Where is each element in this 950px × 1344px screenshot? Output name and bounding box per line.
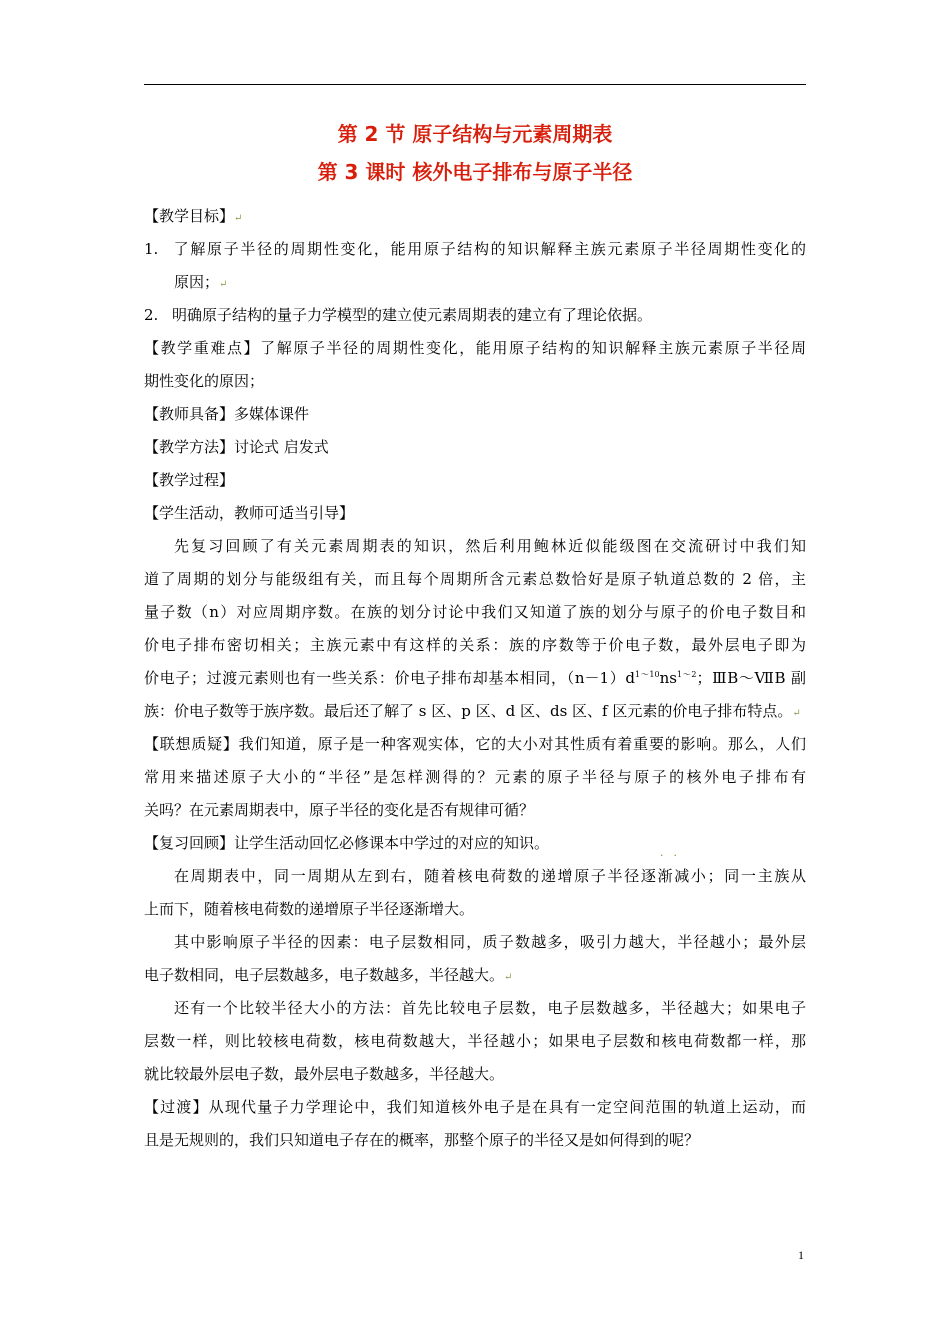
keypoints-line: 期性变化的原因；	[144, 372, 265, 390]
transition-line: 且是无规则的，我们只知道电子存在的概率，那整个原子的半径又是如何得到的呢？	[144, 1131, 700, 1149]
compare-line: 就比较最外层电子数，最外层电子数越多，半径越大。	[144, 1065, 505, 1083]
factors-line: 其中影响原子半径的因素：电子层数相同，质子数越多，吸引力越大，半径越小；最外层	[174, 933, 806, 951]
teaching-method: 【教学方法】讨论式 启发式	[144, 438, 329, 456]
objective-1: 1. 了解原子半径的周期性变化，能用原子结构的知识解释主族元素原子半径周期性变化的	[144, 233, 806, 266]
objective-2: 2. 明确原子结构的量子力学模型的建立使元素周期表的建立有了理论依据。	[144, 299, 806, 332]
recall-line: 【复习回顾】让学生活动回忆必修课本中学过的对应的知识。	[144, 834, 550, 852]
paragraph-mark-icon: ↵	[504, 972, 513, 983]
review-line: 价电子排布密切相关；主族元素中有这样的关系：族的序数等于价电子数，最外层电子即为	[144, 636, 806, 654]
section-title: 第 2 节 原子结构与元素周期表	[337, 122, 613, 146]
document-body	[144, 200, 806, 1157]
paragraph-mark-icon: ↵	[234, 213, 243, 224]
keypoints-line: 【教学重难点】了解原子半径的周期性变化，能用原子结构的知识解释主族元素原子半径周	[144, 339, 806, 357]
list-number: 1.	[144, 240, 159, 258]
think-line: 【联想质疑】我们知道，原子是一种客观实体，它的大小对其性质有着重要的影响。那么，人们	[144, 735, 806, 753]
paragraph-mark-icon: ↵	[219, 279, 228, 290]
review-line: 先复习回顾了有关元素周期表的知识，然后利用鲍林近似能级图在交流研讨中我们知	[174, 537, 806, 555]
objective-1-continued: 原因；↵	[174, 273, 228, 291]
compare-line: 层数一样，则比较核电荷数，核电荷数越大，半径越小；如果电子层数和核电荷数都一样，那	[144, 1032, 806, 1050]
superscript: 1～2	[676, 670, 697, 679]
review-line: 道了周期的划分与能级组有关，而且每个周期所含元素总数恰好是原子轨道总数的 2 倍，主	[144, 570, 806, 588]
think-line: 常用来描述原子大小的“半径”是怎样测得的？元素的原子半径与原子的核外电子排布有	[144, 768, 806, 786]
period-line: 上而下，随着核电荷数的递增原子半径逐渐增大。	[144, 900, 475, 918]
review-line: 价电子；过渡元素则也有一些关系：价电子排布却基本相同，$(n-1)d^{1\sim 10}ns^{1\sim 2}$；ⅢB～ⅦB 副	[144, 669, 806, 687]
review-line: 族：价电子数等于族序数。最后还了解了 s 区、p 区、d 区、ds 区、f 区元素的价电子排布特点。↵	[144, 702, 801, 720]
header-rule	[144, 84, 806, 85]
student-activity: 【学生活动，教师可适当引导】	[144, 504, 355, 522]
list-number: 2.	[144, 306, 159, 324]
superscript: 1～10	[634, 670, 660, 679]
teaching-process: 【教学过程】	[144, 471, 235, 489]
page-number: 1	[798, 1248, 804, 1262]
paragraph-mark-icon: ↵	[792, 708, 801, 719]
stray-dots-icon: ..	[660, 846, 687, 859]
period-line: 在周期表中，同一周期从左到右，随着核电荷数的递增原子半径逐渐减小；同一主族从	[174, 867, 806, 885]
teacher-prep: 【教师具备】多媒体课件	[144, 405, 310, 423]
objectives-heading: 【教学目标】↵	[144, 207, 243, 225]
factors-line: 电子数相同，电子层数越多，电子数越多，半径越大。↵	[144, 966, 513, 984]
lesson-title: 第 3 课时 核外电子排布与原子半径	[317, 160, 633, 184]
review-line: 量子数（n）对应周期序数。在族的划分讨论中我们又知道了族的划分与原子的价电子数目和	[144, 603, 806, 621]
compare-line: 还有一个比较半径大小的方法：首先比较电子层数，电子层数越多，半径越大；如果电子	[174, 999, 806, 1017]
think-line: 关吗？在元素周期表中，原子半径的变化是否有规律可循？	[144, 801, 535, 819]
transition-line: 【过渡】从现代量子力学理论中，我们知道核外电子是在具有一定空间范围的轨道上运动，而	[144, 1098, 806, 1116]
